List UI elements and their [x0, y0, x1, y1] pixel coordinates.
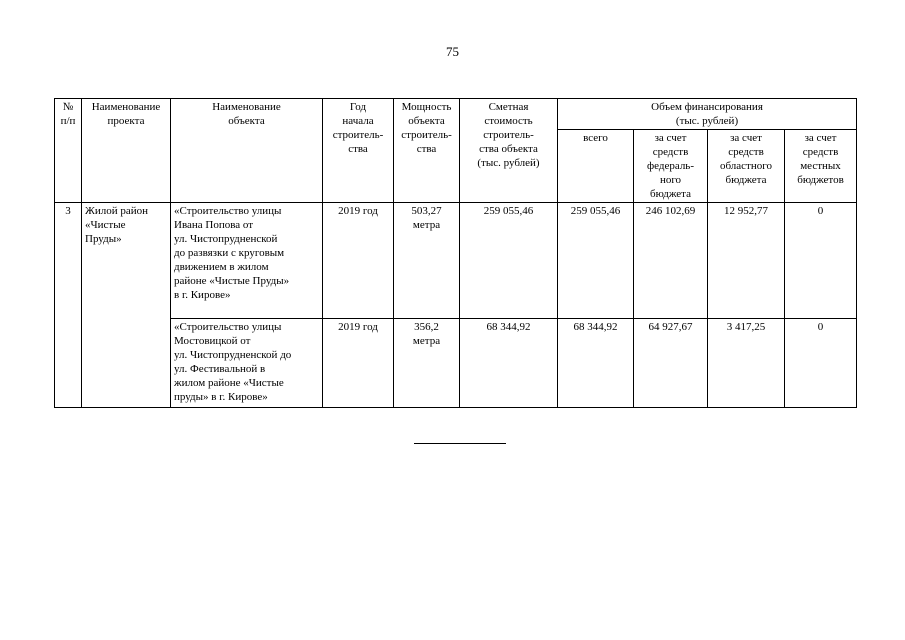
header-row-top [55, 99, 857, 130]
row-capacity: 356,2 метра [394, 319, 460, 408]
end-of-document-line [414, 443, 506, 444]
header-project: Наименование проекта [82, 99, 171, 203]
row-year: 2019 год [323, 319, 394, 408]
header-federal: за счет средств федераль- ного бюджета [634, 130, 708, 203]
header-year: Год начала строитель- ства [323, 99, 394, 203]
row-cost: 259 055,46 [460, 203, 558, 319]
row-project: Жилой район «Чистые Пруды» [82, 203, 171, 408]
header-object: Наименование объекта [171, 99, 323, 203]
header-local: за счет средств местных бюджетов [785, 130, 857, 203]
table-row [55, 319, 857, 408]
row-cost: 68 344,92 [460, 319, 558, 408]
header-num: № п/п [55, 99, 82, 203]
row-total: 259 055,46 [558, 203, 634, 319]
row-num: 3 [55, 203, 82, 408]
row-federal: 246 102,69 [634, 203, 708, 319]
row-federal: 64 927,67 [634, 319, 708, 408]
row-capacity: 503,27 метра [394, 203, 460, 319]
row-year: 2019 год [323, 203, 394, 319]
row-regional: 3 417,25 [708, 319, 785, 408]
header-financing: Объем финансирования (тыс. рублей) [558, 99, 857, 130]
row-local: 0 [785, 319, 857, 408]
header-capacity: Мощность объекта строитель- ства [394, 99, 460, 203]
row-regional: 12 952,77 [708, 203, 785, 319]
page-number: 75 [446, 44, 459, 59]
header-regional: за счет средств областного бюджета [708, 130, 785, 203]
row-object: «Строительство улицы Мостовицкой от ул. Чистопрудненской до ул. Фестивальной в жилом районе «Чистые пруды» в г. Кирове» [171, 319, 323, 408]
header-cost: Сметная стоимость строитель- ства объекта (тыс. рублей) [460, 99, 558, 203]
financing-table [54, 98, 857, 408]
header-total: всего [558, 130, 634, 203]
table-row [55, 203, 857, 319]
row-object: «Строительство улицы Ивана Попова от ул. Чистопрудненской до развязки с круговым движением в жилом районе «Чистые Пруды» в г. Кирове» [171, 203, 323, 319]
row-total: 68 344,92 [558, 319, 634, 408]
row-local: 0 [785, 203, 857, 319]
